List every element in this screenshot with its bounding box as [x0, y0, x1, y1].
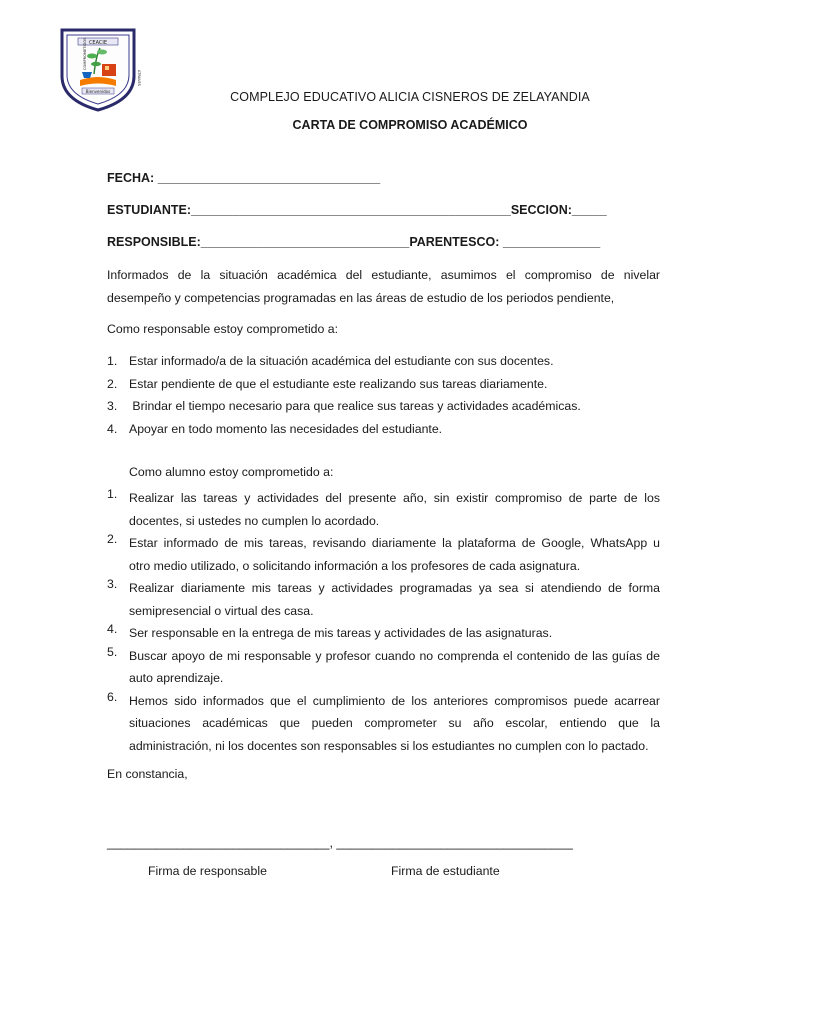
list-item: [107, 377, 660, 400]
responsable-signature-label: Firma de responsable: [148, 864, 267, 878]
list-text-line: Buscar apoyo de mi responsable y profesor cuando no comprenda el contenido de las guías de: [129, 648, 660, 663]
intro-line-1: Informados de la situación académica del estudiante, asumimos el compromiso de nivelar: [107, 268, 660, 282]
list-number: 4.: [107, 622, 118, 636]
responsable-heading: Como responsable estoy comprometido a:: [107, 322, 339, 336]
list-number: 4.: [107, 421, 118, 436]
list-item: [107, 532, 660, 577]
list-text-line: Ser responsable en la entrega de mis tareas y actividades de las asignaturas.: [129, 626, 553, 640]
list-text: Brindar el tiempo necesario para que realice sus tareas y actividades académicas.: [129, 399, 581, 413]
signature-lines: ________________________________, __________________________________: [107, 836, 573, 850]
list-item: [107, 577, 660, 622]
estudiante-signature-label: Firma de estudiante: [391, 864, 500, 878]
list-text-line: Hemos sido informados que el cumplimiento de los anteriores compromisos puede acarrear: [129, 693, 660, 708]
closing-text: En constancia,: [107, 767, 188, 781]
list-item: [107, 622, 660, 645]
responsable-parentesco-field: RESPONSIBLE:______________________________PARENTESCO: ______________: [107, 235, 601, 249]
list-text-line: situaciones académicas que pueden comprometer su año escolar, entiendo que la: [129, 716, 660, 730]
document-title: CARTA DE COMPROMISO ACADÉMICO: [292, 118, 528, 132]
list-item: [107, 645, 660, 690]
alumno-list: [107, 487, 660, 757]
list-number: 6.: [107, 689, 118, 704]
list-number: 5.: [107, 644, 118, 659]
intro-line-2: desempeño y competencias programadas en las áreas de estudio de los periodos pendiente,: [107, 291, 615, 305]
responsable-list: [107, 354, 660, 444]
list-item: [107, 422, 660, 445]
list-text-line: docentes, si ustedes no cumplen lo acordado.: [129, 513, 380, 528]
list-text-line: auto aprendizaje.: [129, 671, 224, 685]
logo-bottom-text: Bienvenidos: [85, 89, 111, 94]
list-number: 3.: [107, 399, 118, 413]
estudiante-seccion-field: ESTUDIANTE:______________________________________________SECCION:_____: [107, 203, 607, 217]
list-text-line: Realizar las tareas y actividades del presente año, sin existir compromiso de parte de los: [129, 491, 660, 505]
list-text-line: semipresencial o virtual des casa.: [129, 603, 314, 618]
school-name: COMPLEJO EDUCATIVO ALICIA CISNEROS DE ZELAYANDIA: [230, 90, 590, 104]
list-item: [107, 354, 660, 377]
list-text-line: Estar informado de mis tareas, revisando diariamente la plataforma de Google, WhatsApp u: [129, 536, 660, 550]
list-number: 1.: [107, 487, 118, 501]
logo-right-text: ATRAVES: [137, 70, 141, 86]
list-item: [107, 690, 660, 758]
logo-top-text: CEACIE: [88, 40, 108, 46]
logo-left-text: COMPROMETIDOS: [83, 37, 87, 70]
fecha-field: FECHA: ________________________________: [107, 171, 381, 185]
list-number: 2.: [107, 532, 118, 546]
list-number: 1.: [107, 354, 118, 368]
intro-paragraph: [107, 264, 660, 310]
alumno-heading: Como alumno estoy comprometido a:: [129, 465, 334, 479]
list-text-line: administración, ni los docentes son responsables si los estudiantes no cumplen con lo pactado.: [129, 738, 649, 753]
list-text-line: otro medio utilizado, o solicitando información a los profesores de cada asignatura.: [129, 558, 581, 573]
list-number: 3.: [107, 577, 118, 591]
list-item: [107, 487, 660, 532]
list-number: 2.: [107, 376, 118, 391]
list-text: Estar informado/a de la situación académica del estudiante con sus docentes.: [129, 354, 554, 368]
list-text: Apoyar en todo momento las necesidades del estudiante.: [129, 421, 443, 436]
list-text-line: Realizar diariamente mis tareas y actividades programadas ya sea si atendiendo de forma: [129, 581, 660, 595]
list-text: Estar pendiente de que el estudiante este realizando sus tareas diariamente.: [129, 376, 548, 391]
list-item: [107, 399, 660, 422]
